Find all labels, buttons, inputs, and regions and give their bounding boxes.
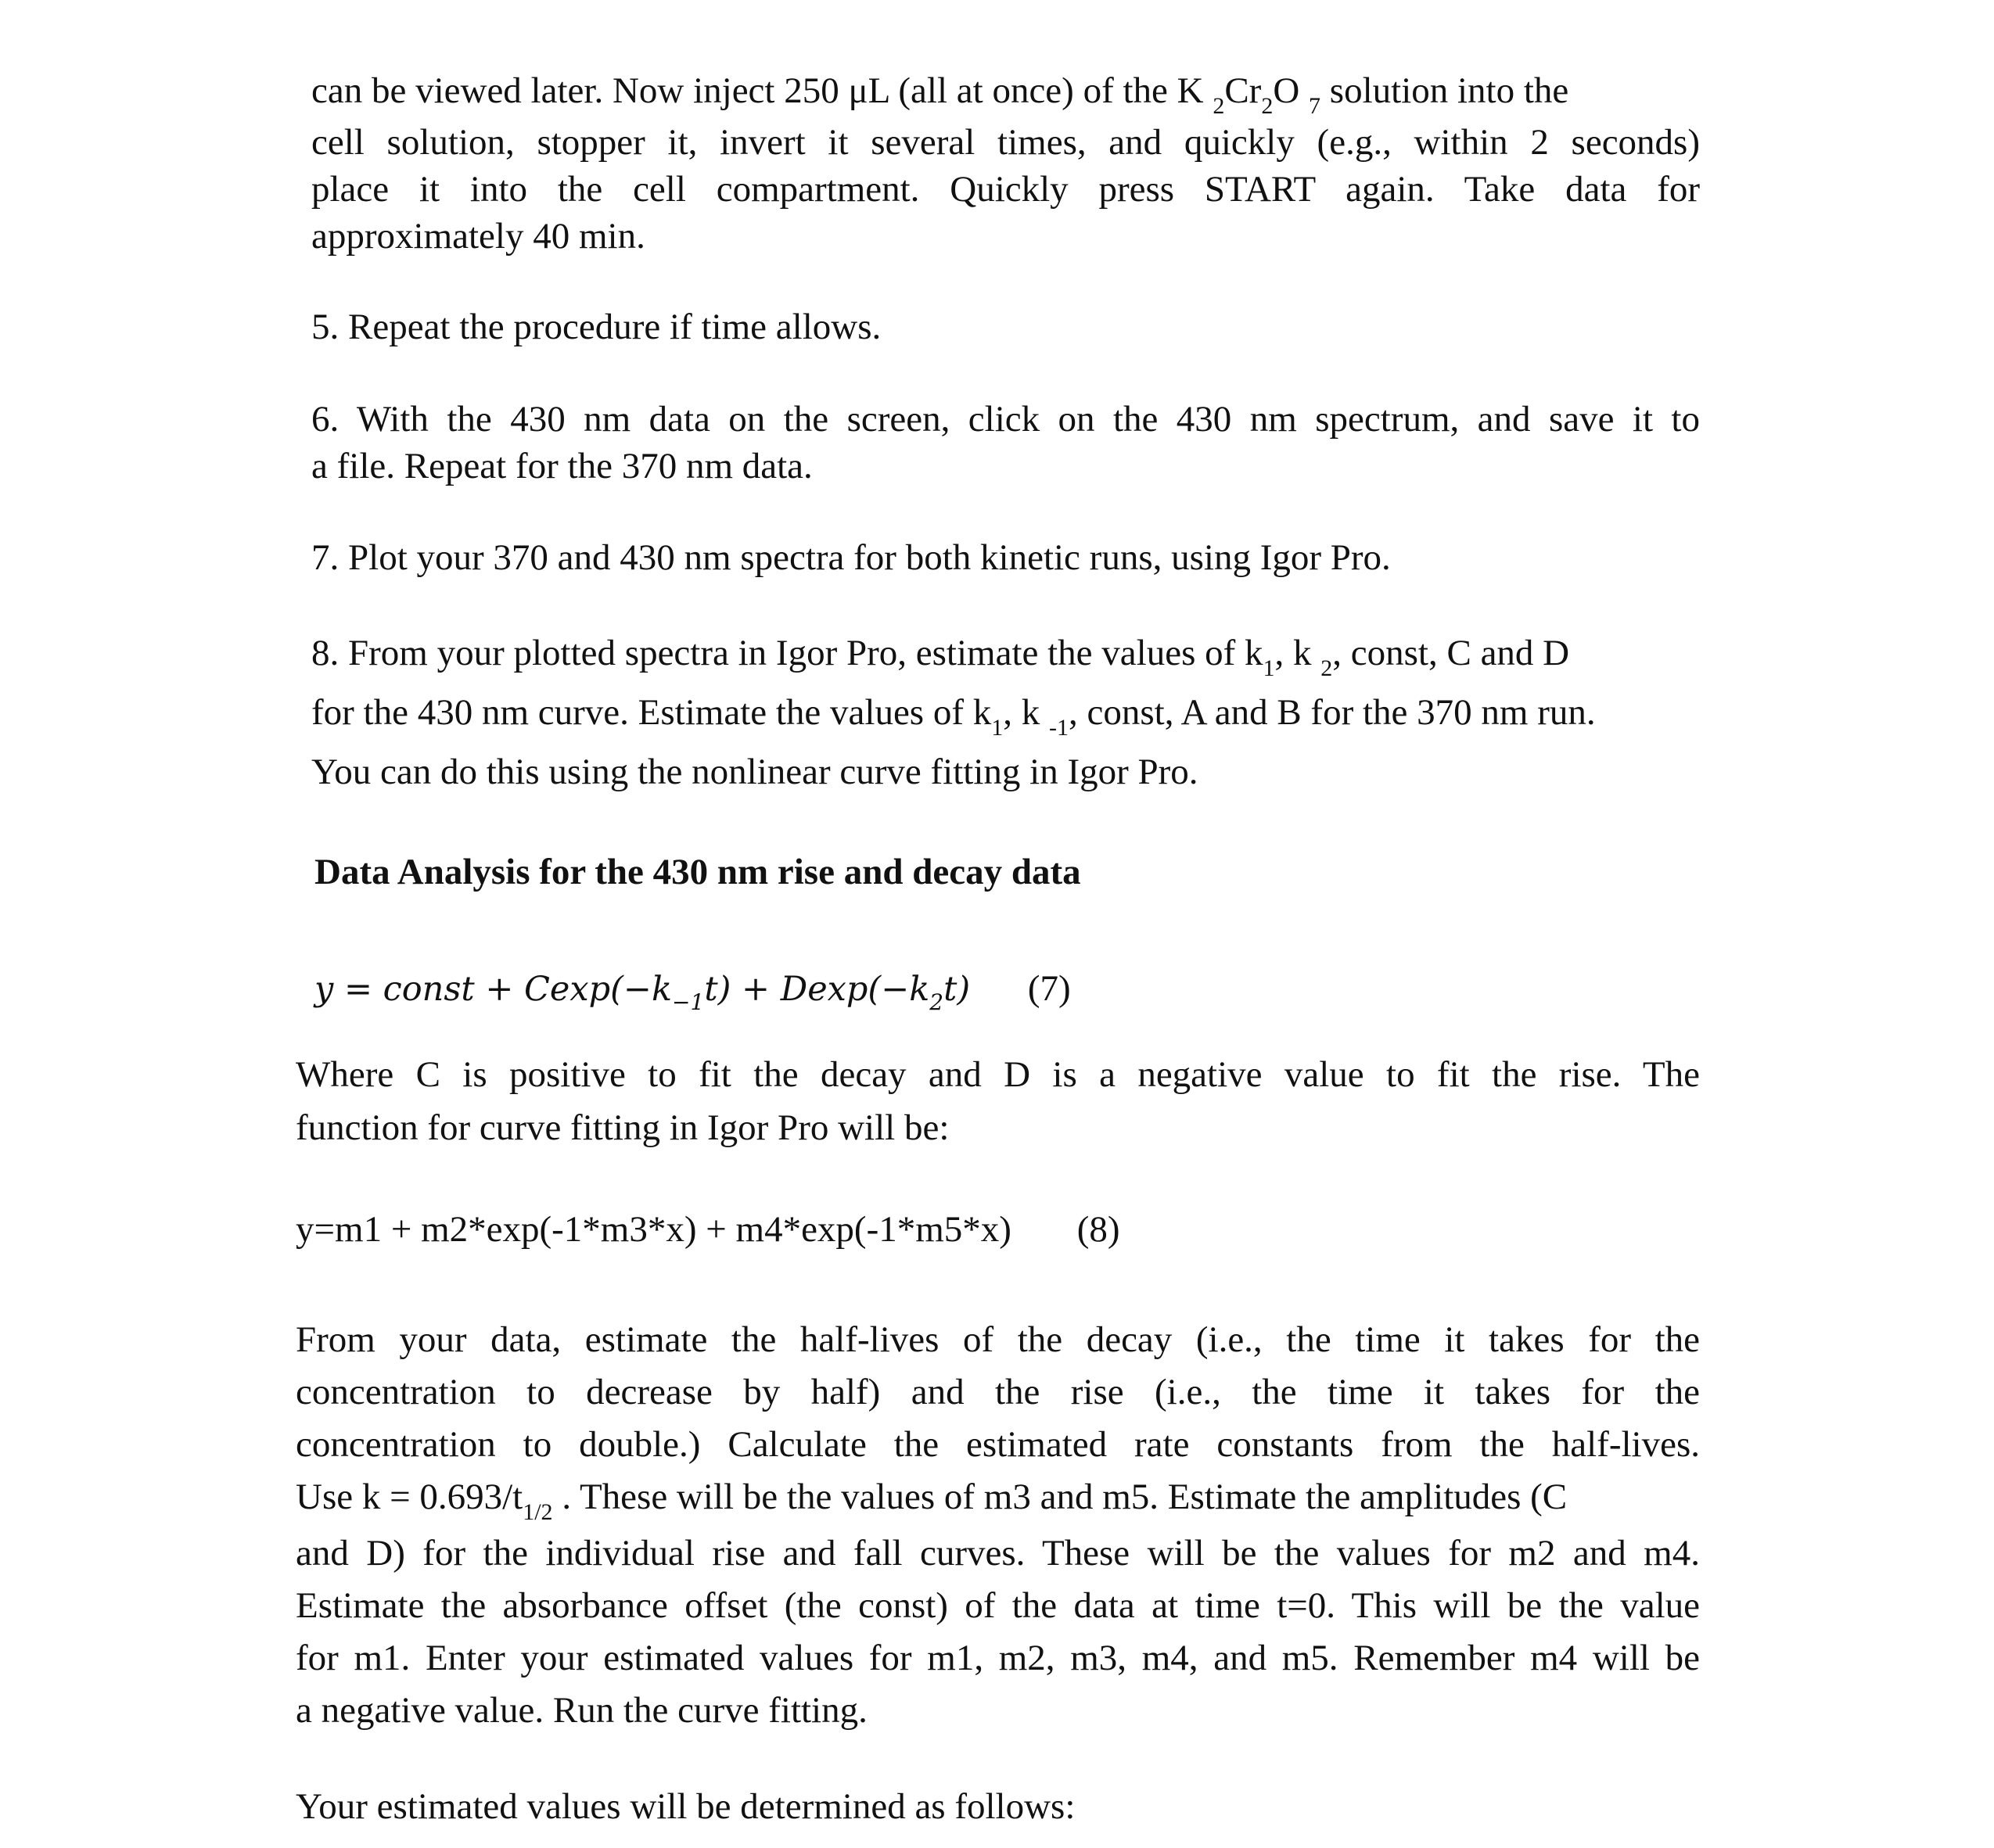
step4-line2: cell solution, stopper it, invert it several times, and quickly (e.g., within 2 seconds)	[311, 122, 1700, 163]
equation-7: y = const + $Cexp(-k_{-1}t) + Dexp(-k_2t)$ (7)	[314, 968, 1071, 1015]
section-heading: Data Analysis for the 430 nm rise and decay data	[314, 852, 1081, 892]
step5-paragraph	[311, 303, 1700, 350]
step8-line2: for the 430 nm curve. Estimate the values of $k_1$, k $_{-1}$, const, A and B for the 370 nm run.	[311, 692, 1596, 741]
equation-8: y=m1 + m2*exp(-1*m3*x) + m4*exp(-1*m5*x) (8)	[296, 1209, 1120, 1250]
step4-line4: approximately 40 min.	[311, 216, 645, 257]
final-line: Your estimated values will be determined as follows:	[296, 1786, 1076, 1827]
step7-text: 7. Plot your 370 and 430 nm spectra for both kinetic runs, using Igor Pro.	[311, 537, 1391, 578]
halflife-line4: Use $k = 0.693/t_{1/2}$ . These will be the values of m3 and m5. Estimate the amplitudes (C	[296, 1477, 1568, 1525]
equation-8-number: (8)	[1076, 1209, 1120, 1250]
halflife-line6: Estimate the absorbance offset (the const) of the data at time t=0. This will be the value	[296, 1585, 1700, 1626]
step4-line1: can be viewed later. Now inject 250 μL (all at once) of the K $_2Cr_2O$ $_7$ solution into the	[311, 70, 1569, 119]
where-paragraph	[296, 1048, 1700, 1154]
step4-paragraph	[311, 67, 1700, 260]
halflife-line1: From your data, estimate the half-lives of the decay (i.e., the time it takes for the	[296, 1319, 1700, 1360]
halflife-line2: concentration to decrease by half) and the rise (i.e., the time it takes for the	[296, 1372, 1700, 1412]
step6-line2: a file. Repeat for the 370 nm data.	[311, 446, 813, 486]
where-line2: function for curve fitting in Igor Pro will be:	[296, 1107, 950, 1148]
step8-line1: 8. From your plotted spectra in Igor Pro, estimate the values of $k_1$, k $_2$, const, C and D	[311, 633, 1570, 681]
halflife-line5: and D) for the individual rise and fall curves. These will be the values for m2 and m4.	[296, 1533, 1700, 1573]
halflife-paragraph	[296, 1314, 1700, 1737]
step8-line3: You can do this using the nonlinear curve fitting in Igor Pro.	[311, 752, 1198, 792]
step4-line3: place it into the cell compartment. Quickly press START again. Take data for	[311, 169, 1700, 210]
where-line1: Where C is positive to fit the decay and D is a negative value to fit the rise. The	[296, 1054, 1700, 1095]
step8-paragraph	[311, 626, 1700, 799]
step6-line1: 6. With the 430 nm data on the screen, click on the 430 nm spectrum, and save it to	[311, 399, 1700, 440]
equation-7-number: (7)	[1027, 968, 1071, 1009]
step6-paragraph	[311, 396, 1700, 490]
step7-paragraph	[311, 534, 1700, 581]
halflife-line8: a negative value. Run the curve fitting.	[296, 1690, 868, 1731]
halflife-line7: for m1. Enter your estimated values for m1, m2, m3, m4, and m5. Remember m4 will be	[296, 1638, 1700, 1678]
step5-text: 5. Repeat the procedure if time allows.	[311, 307, 882, 347]
halflife-line3: concentration to double.) Calculate the estimated rate constants from the half-lives.	[296, 1424, 1700, 1465]
